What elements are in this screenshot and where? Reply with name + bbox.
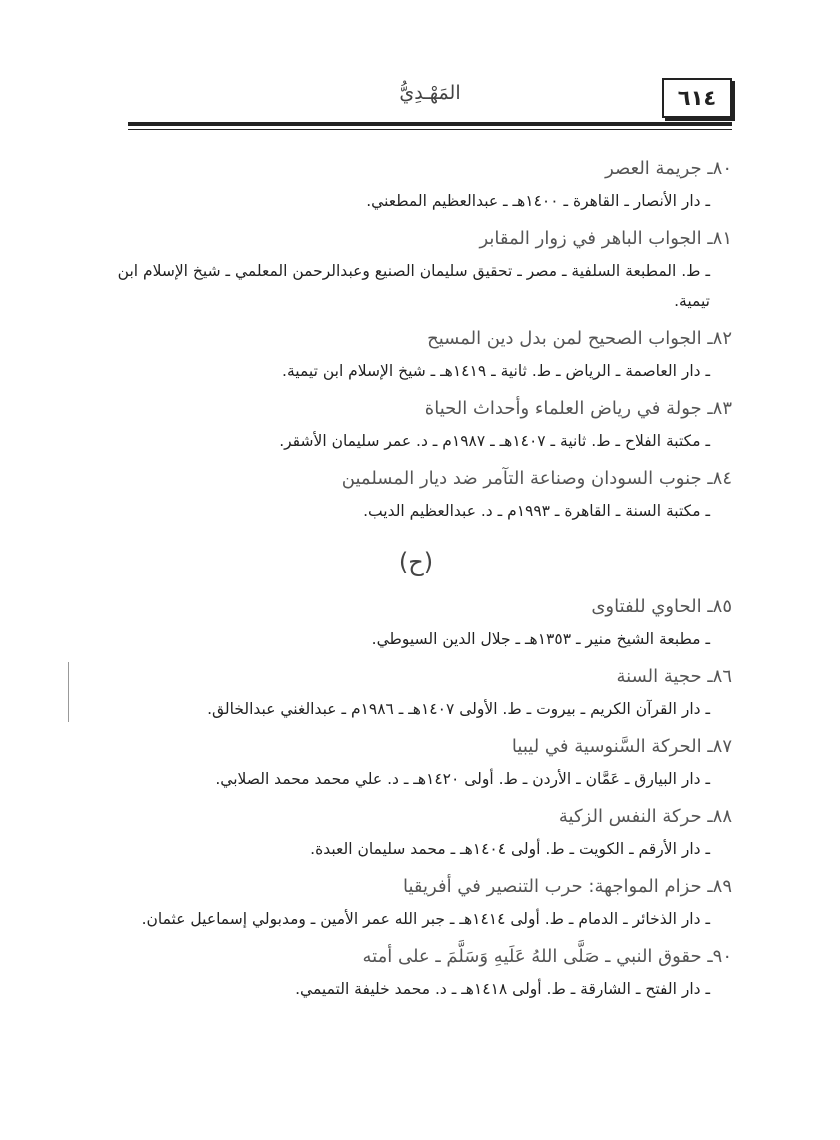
bibliography-entry <box>100 322 732 386</box>
entry-title: ٨٦ـ حجية السنة <box>616 666 732 687</box>
page-header <box>128 78 732 118</box>
entry-title: ٨٢ـ الجواب الصحيح لمن بدل دين المسيح <box>427 328 732 349</box>
bibliography-entry <box>100 730 732 794</box>
bibliography-entry <box>100 660 732 724</box>
entry-details: ـ دار الذخائر ـ الدمام ـ ط. أولى ١٤١٤هـ ـ جبر الله عمر الأمين ـ ومدبولي إسماعيل عثمان. <box>141 910 710 928</box>
running-title: المَهْـدِيُّ <box>399 82 461 104</box>
section-heading: (ح) <box>398 548 434 576</box>
entry-title: ٨٣ـ جولة في رياض العلماء وأحداث الحياة <box>424 398 732 419</box>
entry-details: ـ دار البيارق ـ عَمَّان ـ الأردن ـ ط. أولى ١٤٢٠هـ ـ د. علي محمد محمد الصلابي. <box>215 770 710 788</box>
bibliography-entry <box>100 590 732 654</box>
margin-mark <box>68 662 69 722</box>
entry-details: ـ مكتبة السنة ـ القاهرة ـ ١٩٩٣م ـ د. عبدالعظيم الديب. <box>363 502 710 520</box>
entry-details: ـ ط. المطبعة السلفية ـ مصر ـ تحقيق سليمان الصنيع وعبدالرحمن المعلمي ـ شيخ الإسلام ابن تيمية. <box>117 262 710 310</box>
bibliography-list <box>100 152 732 1010</box>
bibliography-entry <box>100 462 732 526</box>
bibliography-entry <box>100 152 732 216</box>
entry-title: ٨٥ـ الحاوي للفتاوى <box>591 596 732 617</box>
entry-title: ٨٠ـ جريمة العصر <box>605 158 732 179</box>
entry-details: ـ دار القرآن الكريم ـ بيروت ـ ط. الأولى ١٤٠٧هـ ـ ١٩٨٦م ـ عبدالغني عبدالخالق. <box>207 700 710 718</box>
entry-title: ٨٩ـ حزام المواجهة: حرب التنصير في أفريقيا <box>403 876 732 897</box>
entry-details: ـ مكتبة الفلاح ـ ط. ثانية ـ ١٤٠٧هـ ـ ١٩٨٧م ـ د. عمر سليمان الأشقر. <box>279 432 710 450</box>
entry-details: ـ دار الفتح ـ الشارقة ـ ط. أولى ١٤١٨هـ ـ د. محمد خليفة التميمي. <box>295 980 710 998</box>
entry-title: ٨٤ـ جنوب السودان وصناعة التآمر ضد ديار المسلمين <box>341 468 732 489</box>
entry-details: ـ دار الأرقم ـ الكويت ـ ط. أولى ١٤٠٤هـ ـ محمد سليمان العبدة. <box>310 840 710 858</box>
entry-title: ٨٧ـ الحركة السَّنوسية في ليبيا <box>511 736 732 757</box>
bibliography-entry <box>100 800 732 864</box>
entry-title: ٨٨ـ حركة النفس الزكية <box>558 806 732 827</box>
entry-title: ٩٠ـ حقوق النبي ـ صَلَّى اللهُ عَلَيهِ وَسَلَّمَ ـ على أمته <box>362 946 732 967</box>
header-rule-thick <box>128 122 732 126</box>
bibliography-entry <box>100 870 732 934</box>
bibliography-entry <box>100 940 732 1004</box>
bibliography-entry <box>100 392 732 456</box>
page-number: ٦١٤ <box>662 78 732 118</box>
entry-title: ٨١ـ الجواب الباهر في زوار المقابر <box>479 228 732 249</box>
bibliography-entry <box>100 222 732 316</box>
header-rule-thin <box>128 129 732 130</box>
entry-details: ـ مطبعة الشيخ منير ـ ١٣٥٣هـ ـ جلال الدين السيوطي. <box>371 630 710 648</box>
entry-details: ـ دار العاصمة ـ الرياض ـ ط. ثانية ـ ١٤١٩هـ ـ شيخ الإسلام ابن تيمية. <box>282 362 710 380</box>
entry-details: ـ دار الأنصار ـ القاهرة ـ ١٤٠٠هـ ـ عبدالعظيم المطعني. <box>366 192 710 210</box>
